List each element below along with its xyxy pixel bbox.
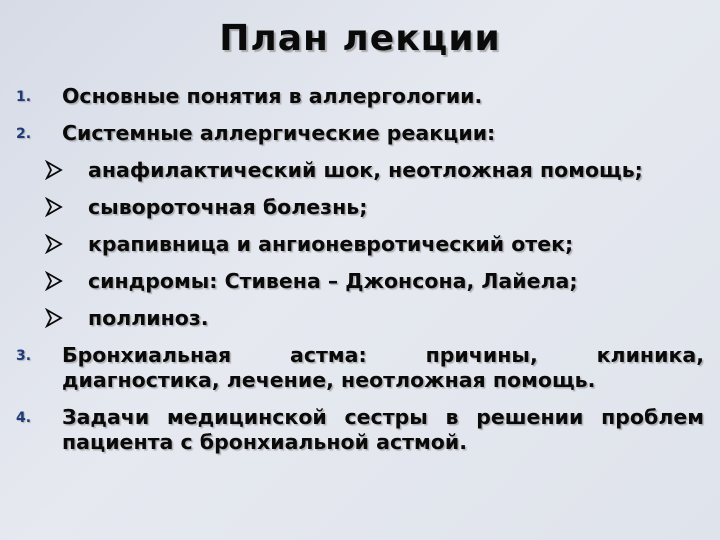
list-item-text: Системные аллергические реакции: (62, 121, 496, 145)
sub-list-item-text: сывороточная болезнь; (88, 195, 368, 219)
list-item-4 (16, 405, 704, 455)
list-item-text: Основные понятия в аллергологии. (62, 84, 483, 108)
list-item-text: Задачи медицинской сестры в решении проблем пациента с бронхиальной астмой. (62, 405, 704, 454)
list-number: 2. (16, 126, 32, 142)
list-item-1 (16, 84, 704, 109)
list-item-text: Бронхиальная астма: причины, клиника, диагностика, лечение, неотложная помощь. (62, 343, 704, 392)
arrowhead-bullet-icon (44, 160, 64, 180)
list-number: 4. (16, 410, 32, 426)
sub-list-item-text: крапивница и ангионевротический отек; (88, 232, 574, 256)
sub-list-item-text: поллиноз. (88, 306, 209, 330)
sub-list-item-1 (16, 158, 704, 183)
sub-list-item-2 (16, 195, 704, 220)
sub-list-item-4 (16, 269, 704, 294)
list-item-2 (16, 121, 704, 146)
sub-list-item-text: синдромы: Стивена – Джонсона, Лайела; (88, 269, 578, 293)
arrowhead-bullet-icon (44, 234, 64, 254)
arrowhead-bullet-icon (44, 197, 64, 217)
sub-list-item-text: анафилактический шок, неотложная помощь; (88, 158, 643, 182)
lecture-plan-list (16, 84, 704, 467)
slide-title: План лекции (219, 18, 501, 59)
arrowhead-bullet-icon (44, 308, 64, 328)
list-number: 1. (16, 89, 32, 105)
list-number: 3. (16, 348, 32, 364)
sub-list-item-3 (16, 232, 704, 257)
sub-list-item-5 (16, 306, 704, 331)
list-item-3 (16, 343, 704, 393)
arrowhead-bullet-icon (44, 271, 64, 291)
